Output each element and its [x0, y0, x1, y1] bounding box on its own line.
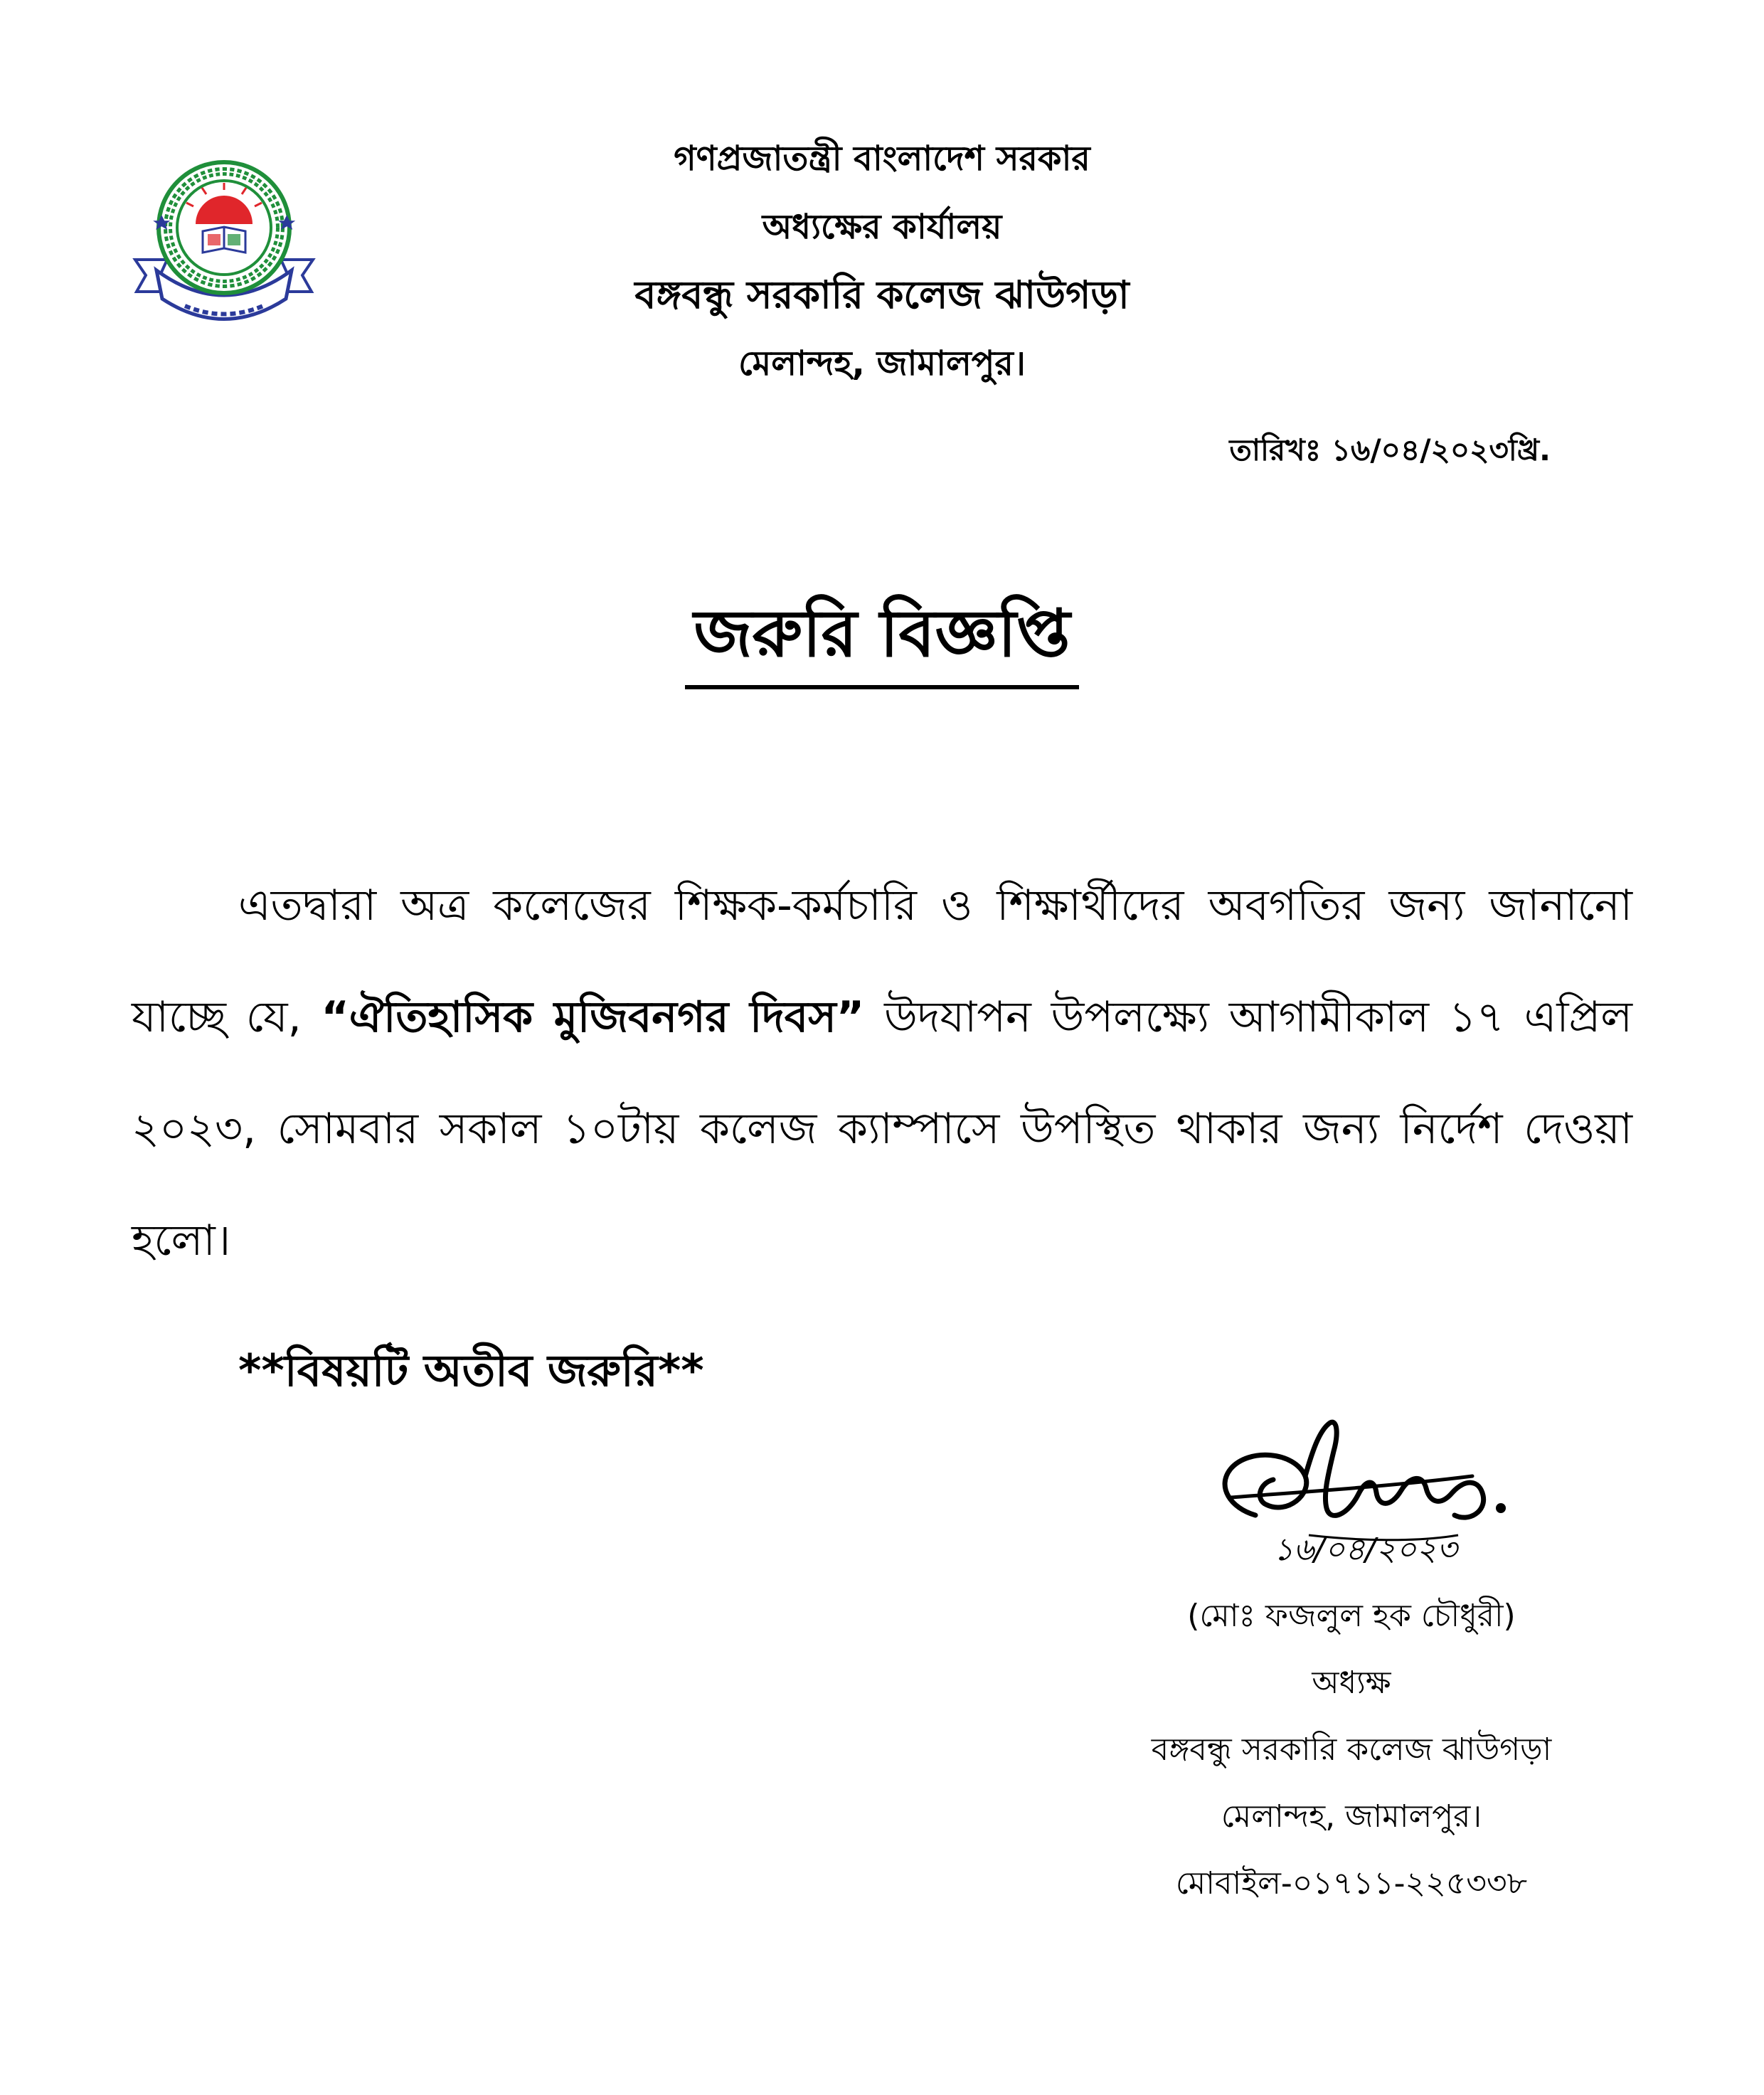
- signatory-designation: অধ্যক্ষ: [1312, 1665, 1391, 1701]
- signatory-details: [1081, 1583, 1622, 1917]
- signatory-mobile: মোবাইল-০১৭১১-২২৫৩৩৮: [1175, 1865, 1528, 1902]
- body-emphasis: “ঐতিহাসিক মুজিবনগর দিবস”: [321, 992, 865, 1042]
- signatory-name: (মোঃ ফজলুল হক চৌধুরী): [1187, 1598, 1516, 1634]
- signatory-location: মেলান্দহ, জামালপুর।: [1221, 1798, 1482, 1835]
- body-part-2: উদযাপন উপলক্ষ্যে আগামীকাল ১৭ এপ্রিল ২০২৩, সোমবার সকাল ১০টায় কলেজ ক্যাম্পাসে উপস্থিত থাকার জন্য নির্দেশ দেওয়া হলো।: [132, 992, 1632, 1266]
- signatory-institution: বঙ্গবন্ধু সরকারি কলেজ ঝাউগড়া: [1151, 1731, 1552, 1768]
- college-address: মেলান্দহ, জামালপুর।: [738, 344, 1026, 383]
- government-name: গণপ্রজাতন্ত্রী বাংলাদেশ সরকার: [674, 139, 1090, 179]
- notice-title-wrap: [0, 595, 1764, 689]
- notice-body: [132, 850, 1632, 1297]
- urgent-note: **বিষয়টি অতীব জরুরি**: [238, 1344, 704, 1396]
- signature-date: ১৬/০৪/২০২৩: [1273, 1532, 1457, 1568]
- letterhead: [427, 124, 1337, 398]
- office-name: অধ্যক্ষের কার্যালয়: [762, 207, 1002, 247]
- body-part-1: এতদ্বারা অত্র কলেজের শিক্ষক-কর্মচারি ও শিক্ষার্থীদের অবগতির জন্য জানানো যাচ্ছে যে,: [132, 881, 1632, 1042]
- notice-date: তারিখঃ ১৬/০৪/২০২৩খ্রি.: [1229, 433, 1551, 467]
- college-logo-icon: [128, 153, 320, 331]
- notice-title: জরুরি বিজ্ঞপ্তি: [685, 598, 1078, 689]
- college-name: বঙ্গবন্ধু সরকারি কলেজ ঝাউগড়া: [634, 272, 1130, 317]
